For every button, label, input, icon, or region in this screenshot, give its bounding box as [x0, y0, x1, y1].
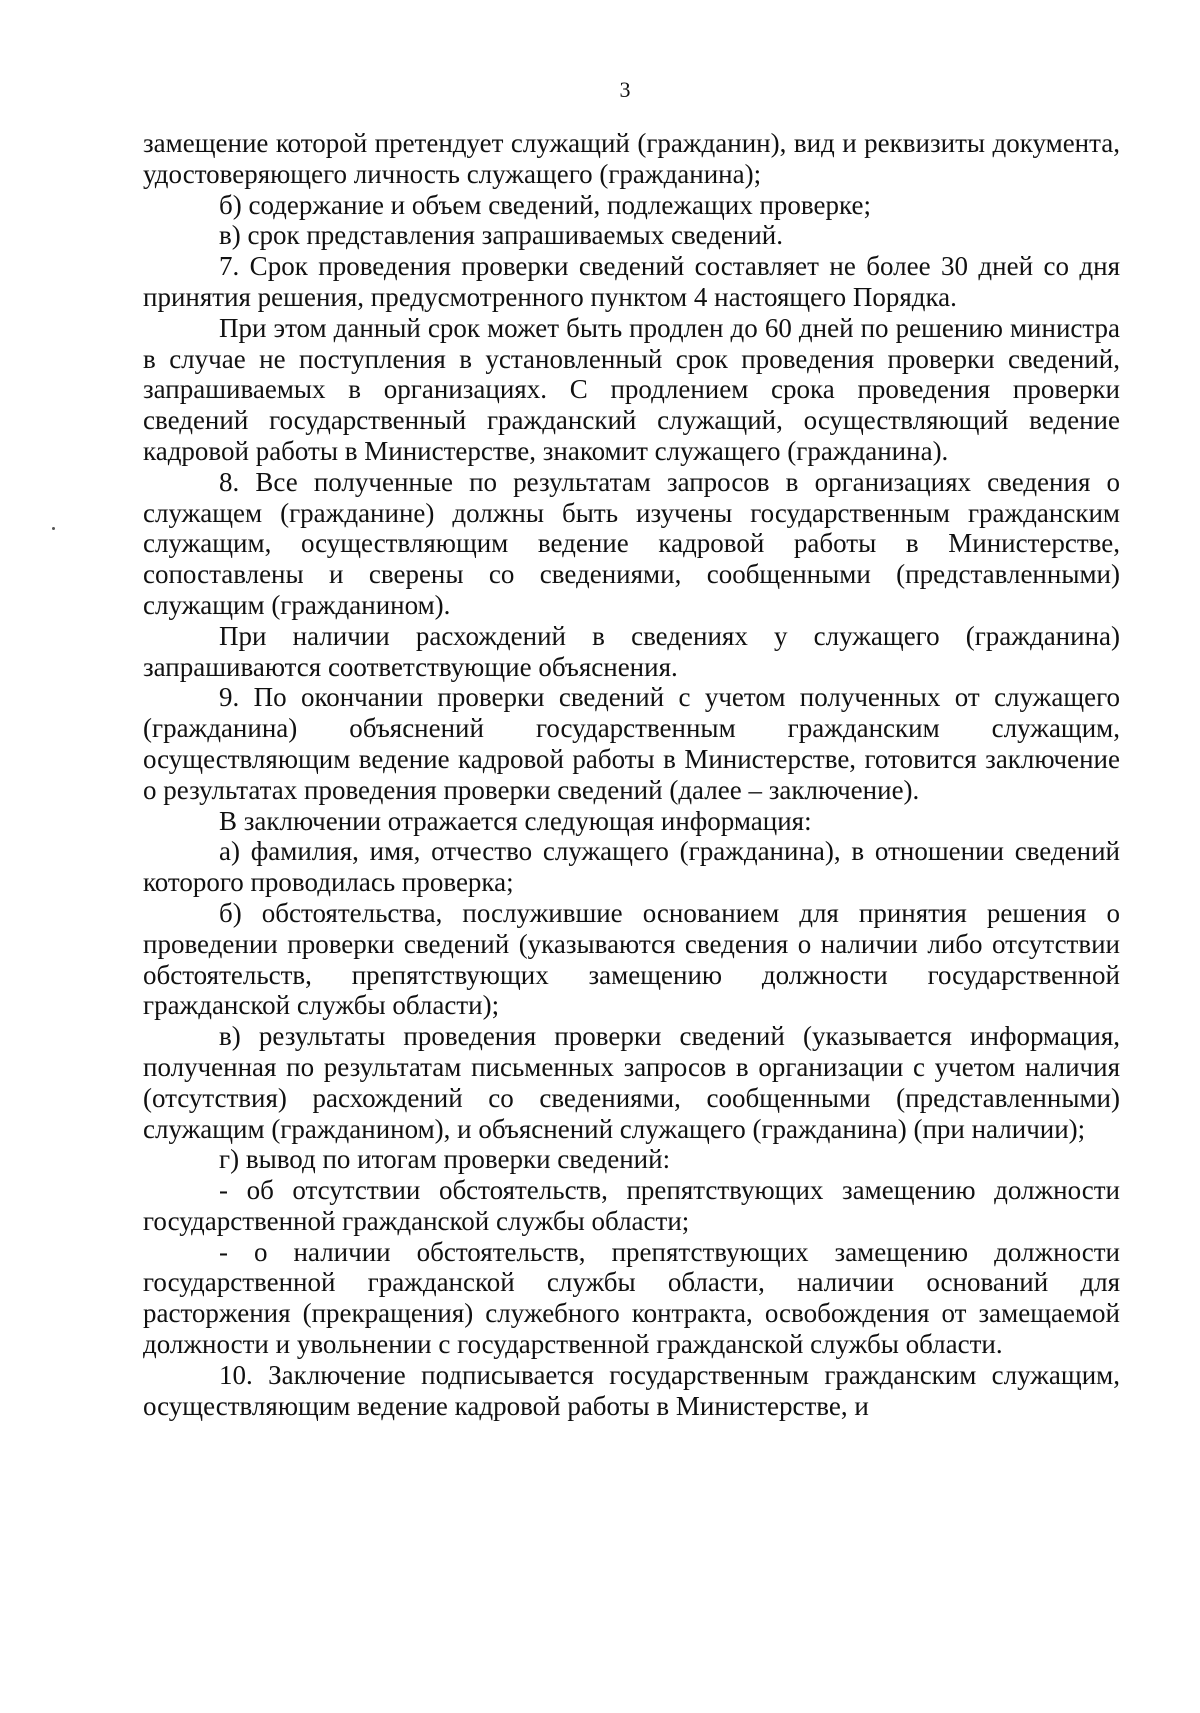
paragraph-item-b: б) содержание и объем сведений, подлежащих проверке;: [219, 189, 871, 220]
page-number: 3: [619, 77, 631, 102]
paragraph-conclusion-presence: - о наличии обстоятельств, препятствующих замещению должности государственной гражданской службы области, наличии оснований для расторжения (прекращения) служебного контракта, освобождения от замещаемой должности и увольнении с государственной гражданской службы области.: [143, 1236, 1120, 1360]
paragraph-item-v: в) срок представления запрашиваемых сведений.: [219, 220, 783, 251]
paragraph-conclusion-info: В заключении отражается следующая информация:: [219, 805, 812, 836]
paragraph-clause-7: 7. Срок проведения проверки сведений составляет не более 30 дней со дня принятия решения, предусмотренного пунктом 4 настоящего Порядка.: [143, 251, 1120, 312]
paragraph-clause-9: 9. По окончании проверки сведений с учетом полученных от служащего (гражданина) объяснений государственным гражданским служащим, осуществляющим ведение кадровой работы в Министерстве, готовится заключение о результатах проведения проверки сведений (далее – заключение).: [143, 682, 1120, 805]
paragraph-clause-10: 10. Заключение подписывается государственным гражданским служащим, осуществляющим ведение кадровой работы в Министерстве, и: [143, 1359, 1120, 1421]
paragraph-conclusion-item-v: в) результаты проведения проверки сведений (указывается информация, полученная по результатам письменных запросов в организации с учетом наличия (отсутствия) расхождений со сведениями, сообщенными (представленными) служащим (гражданином), и объяснений служащего (гражданина) (при наличии);: [143, 1021, 1120, 1144]
paragraph-conclusion-item-a: а) фамилия, имя, отчество служащего (гражданина), в отношении сведений которого проводилась проверка;: [143, 836, 1120, 898]
document-body: [143, 128, 1120, 1421]
paragraph-clause-7-extension: При этом данный срок может быть продлен до 60 дней по решению министра в случае не поступления в установленный срок проведения проверки сведений, запрашиваемых в организациях. С продлением срока проведения проверки сведений государственный гражданский служащий, осуществляющий ведение кадровой работы в Министерстве, знакомит служащего (гражданина).: [143, 312, 1120, 466]
paragraph-continuation: замещение которой претендует служащий (гражданин), вид и реквизиты документа, удостоверяющего личность служащего (гражданина);: [143, 128, 1120, 189]
scan-speck: [52, 527, 55, 530]
paragraph-conclusion-item-b: б) обстоятельства, послужившие основанием для принятия решения о проведении проверки сведений (указываются сведения о наличии либо отсутствии обстоятельств, препятствующих замещению должности государственной гражданской службы области);: [143, 897, 1120, 1021]
paragraph-conclusion-absence: - об отсутствии обстоятельств, препятствующих замещению должности государственной гражданской службы области;: [143, 1175, 1120, 1236]
paragraph-clause-8-discrepancies: При наличии расхождений в сведениях у служащего (гражданина) запрашиваются соответствующие объяснения.: [143, 620, 1120, 682]
paragraph-conclusion-item-g: г) вывод по итогам проверки сведений:: [219, 1144, 671, 1175]
paragraph-clause-8: 8. Все полученные по результатам запросов в организациях сведения о служащем (гражданине) должны быть изучены государственным гражданским служащим, осуществляющим ведение кадровой работы в Министерстве, сопоставлены и сверены со сведениями, сообщенными (представленными) служащим (гражданином).: [143, 466, 1120, 620]
